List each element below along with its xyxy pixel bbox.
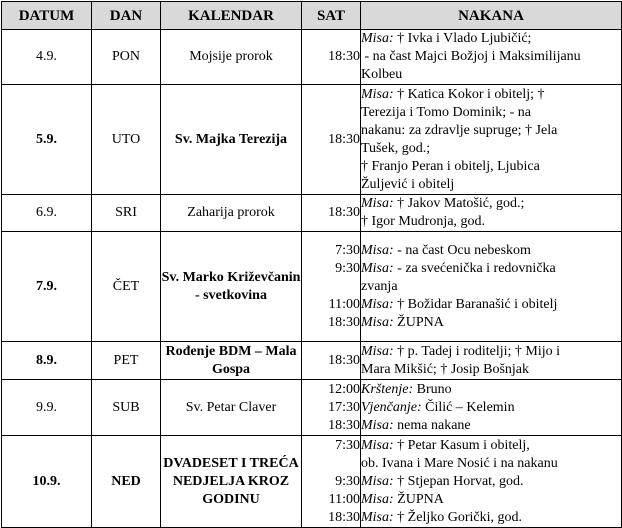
- intention-line: [361, 455, 621, 473]
- date-cell: 5.9.: [2, 85, 92, 195]
- intention-text: Mara Mikšić; † Josip Bošnjak: [361, 361, 529, 377]
- mass-time: 18:30: [328, 509, 360, 525]
- intention-cell: [361, 342, 622, 380]
- schedule-body: [2, 30, 622, 528]
- intention-text: † Ivka i Vlado Ljubičić;: [393, 31, 532, 46]
- calendar-cell: DVADESET I TREĆA NEDJELJA KROZ GODINU: [161, 436, 302, 528]
- mass-time: 18:30: [328, 314, 360, 330]
- intention-line: [361, 213, 621, 231]
- mass-time: 7:30: [335, 242, 360, 258]
- date-cell: 8.9.: [2, 342, 92, 380]
- mass-time: 12:00: [328, 381, 360, 397]
- intention-label: Misa:: [361, 343, 394, 359]
- calendar-cell: Mojsije prorok: [161, 30, 302, 85]
- intention-cell: [361, 380, 622, 436]
- intention-text: - na čast Ocu nebeskom: [393, 242, 531, 258]
- header-sat: SAT: [302, 2, 361, 30]
- intention-text: † Jakov Matošić, god.;: [393, 196, 525, 211]
- table-row: [2, 436, 622, 528]
- day-cell: ČET: [92, 232, 161, 342]
- mass-schedule-table: [1, 1, 622, 528]
- time-cell: [302, 342, 361, 380]
- day-cell: UTO: [92, 85, 161, 195]
- intention-label: Misa:: [361, 296, 394, 312]
- intention-line: [361, 509, 621, 527]
- intention-text: † Božidar Baranašić i obitelj: [393, 296, 558, 312]
- intention-line: [361, 195, 621, 213]
- mass-time: 9:30: [335, 473, 360, 489]
- intention-label: Krštenje:: [361, 381, 414, 397]
- intention-line: [361, 122, 621, 140]
- intention-label: Misa:: [361, 491, 394, 507]
- intention-text: ŽUPNA: [393, 314, 444, 330]
- table-row: [2, 85, 622, 195]
- mass-time: 9:30: [335, 260, 360, 276]
- calendar-cell: Rođenje BDM – Mala Gospa: [161, 342, 302, 380]
- intention-text: ŽUPNA: [393, 491, 444, 507]
- intention-label: Misa:: [361, 196, 394, 211]
- date-cell: 9.9.: [2, 380, 92, 436]
- date-cell: 6.9.: [2, 195, 92, 232]
- intention-text: - na čast Majci Božjoj i Maksimilijanu: [361, 49, 581, 64]
- mass-time: 18:30: [328, 417, 360, 433]
- mass-time: 18:30: [328, 49, 360, 64]
- mass-time: 18:30: [328, 205, 360, 220]
- intention-label: Vjenčanje:: [361, 399, 422, 415]
- mass-time: 11:00: [328, 296, 360, 312]
- intention-line: [361, 140, 621, 158]
- intention-line: [361, 66, 621, 84]
- table-row: [2, 380, 622, 436]
- intention-label: Misa:: [361, 417, 394, 433]
- intention-line: [361, 314, 621, 332]
- intention-line: [361, 417, 621, 435]
- mass-time: 18:30: [328, 131, 360, 147]
- mass-time: [302, 455, 360, 473]
- intention-text: Bruno: [413, 381, 452, 397]
- intention-line: [361, 437, 621, 455]
- intention-text: † Stjepan Horvat, god.: [393, 473, 524, 489]
- intention-line: [361, 48, 621, 66]
- intention-line: [361, 343, 621, 361]
- calendar-cell: Sv. Majka Terezija: [161, 85, 302, 195]
- mass-time: 11:00: [328, 491, 360, 507]
- intention-line: [361, 158, 621, 176]
- intention-line: [361, 491, 621, 509]
- intention-text: Žuljević i obitelj: [361, 176, 455, 192]
- intention-line: [361, 473, 621, 491]
- header-kalendar: KALENDAR: [161, 2, 302, 30]
- intention-line: [361, 30, 621, 48]
- intention-line: [361, 399, 621, 417]
- time-cell: [302, 30, 361, 85]
- day-cell: PON: [92, 30, 161, 85]
- intention-text: † p. Tadej i roditelji; † Mijo i: [393, 343, 561, 359]
- intention-text: zvanja: [361, 278, 398, 294]
- time-cell: [302, 380, 361, 436]
- time-cell: [302, 85, 361, 195]
- intention-line: [361, 278, 621, 296]
- intention-line: [361, 381, 621, 399]
- intention-label: Misa:: [361, 509, 394, 525]
- intention-text: nakanu: za zdravlje supruge; † Jela: [361, 122, 558, 138]
- date-cell: 4.9.: [2, 30, 92, 85]
- date-cell: 10.9.: [2, 436, 92, 528]
- intention-text: Kolbeu: [361, 67, 403, 82]
- calendar-cell: Zaharija prorok: [161, 195, 302, 232]
- table-row: [2, 195, 622, 232]
- header-row: [2, 2, 622, 30]
- intention-line: [361, 361, 621, 379]
- mass-time: [302, 278, 360, 296]
- mass-time: 18:30: [328, 352, 360, 368]
- intention-text: nema nakane: [393, 417, 471, 433]
- intention-cell: [361, 436, 622, 528]
- header-nakana: NAKANA: [361, 2, 622, 30]
- table-row: [2, 232, 622, 342]
- intention-text: † Katica Kokor i obitelj; †: [393, 86, 545, 102]
- intention-line: [361, 260, 621, 278]
- time-cell: [302, 436, 361, 528]
- calendar-cell: Sv. Petar Claver: [161, 380, 302, 436]
- intention-line: [361, 104, 621, 122]
- day-cell: PET: [92, 342, 161, 380]
- intention-line: [361, 242, 621, 260]
- intention-text: † Franjo Peran i obitelj, Ljubica: [361, 158, 540, 174]
- intention-text: Terezija i Tomo Dominik; - na: [361, 104, 532, 120]
- intention-text: Tušek, god.;: [361, 140, 431, 156]
- intention-line: [361, 176, 621, 194]
- intention-text: ob. Ivana i Mare Nosić i na nakanu: [361, 455, 558, 471]
- intention-text: † Petar Kasum i obitelj,: [393, 437, 530, 453]
- date-cell: 7.9.: [2, 232, 92, 342]
- intention-label: Misa:: [361, 86, 394, 102]
- intention-label: Misa:: [361, 473, 394, 489]
- intention-text: Čilić – Kelemin: [421, 399, 515, 415]
- intention-text: - za svećenička i redovnička: [393, 260, 556, 276]
- intention-cell: [361, 195, 622, 232]
- intention-line: [361, 296, 621, 314]
- mass-time: 7:30: [335, 437, 360, 453]
- intention-label: Misa:: [361, 242, 394, 258]
- intention-cell: [361, 85, 622, 195]
- intention-text: † Željko Gorički, god.: [393, 509, 522, 525]
- header-dan: DAN: [92, 2, 161, 30]
- day-cell: NED: [92, 436, 161, 528]
- intention-cell: [361, 30, 622, 85]
- table-row: [2, 30, 622, 85]
- intention-cell: [361, 232, 622, 342]
- intention-label: Misa:: [361, 314, 394, 330]
- table-row: [2, 342, 622, 380]
- day-cell: SRI: [92, 195, 161, 232]
- intention-text: † Igor Mudronja, god.: [361, 214, 486, 229]
- intention-label: Misa:: [361, 437, 394, 453]
- calendar-cell: Sv. Marko Križevčanin - svetkovina: [161, 232, 302, 342]
- time-cell: [302, 195, 361, 232]
- intention-line: [361, 86, 621, 104]
- intention-label: Misa:: [361, 260, 394, 276]
- intention-label: Misa:: [361, 31, 394, 46]
- time-cell: [302, 232, 361, 342]
- day-cell: SUB: [92, 380, 161, 436]
- header-datum: DATUM: [2, 2, 92, 30]
- mass-time: 17:30: [328, 399, 360, 415]
